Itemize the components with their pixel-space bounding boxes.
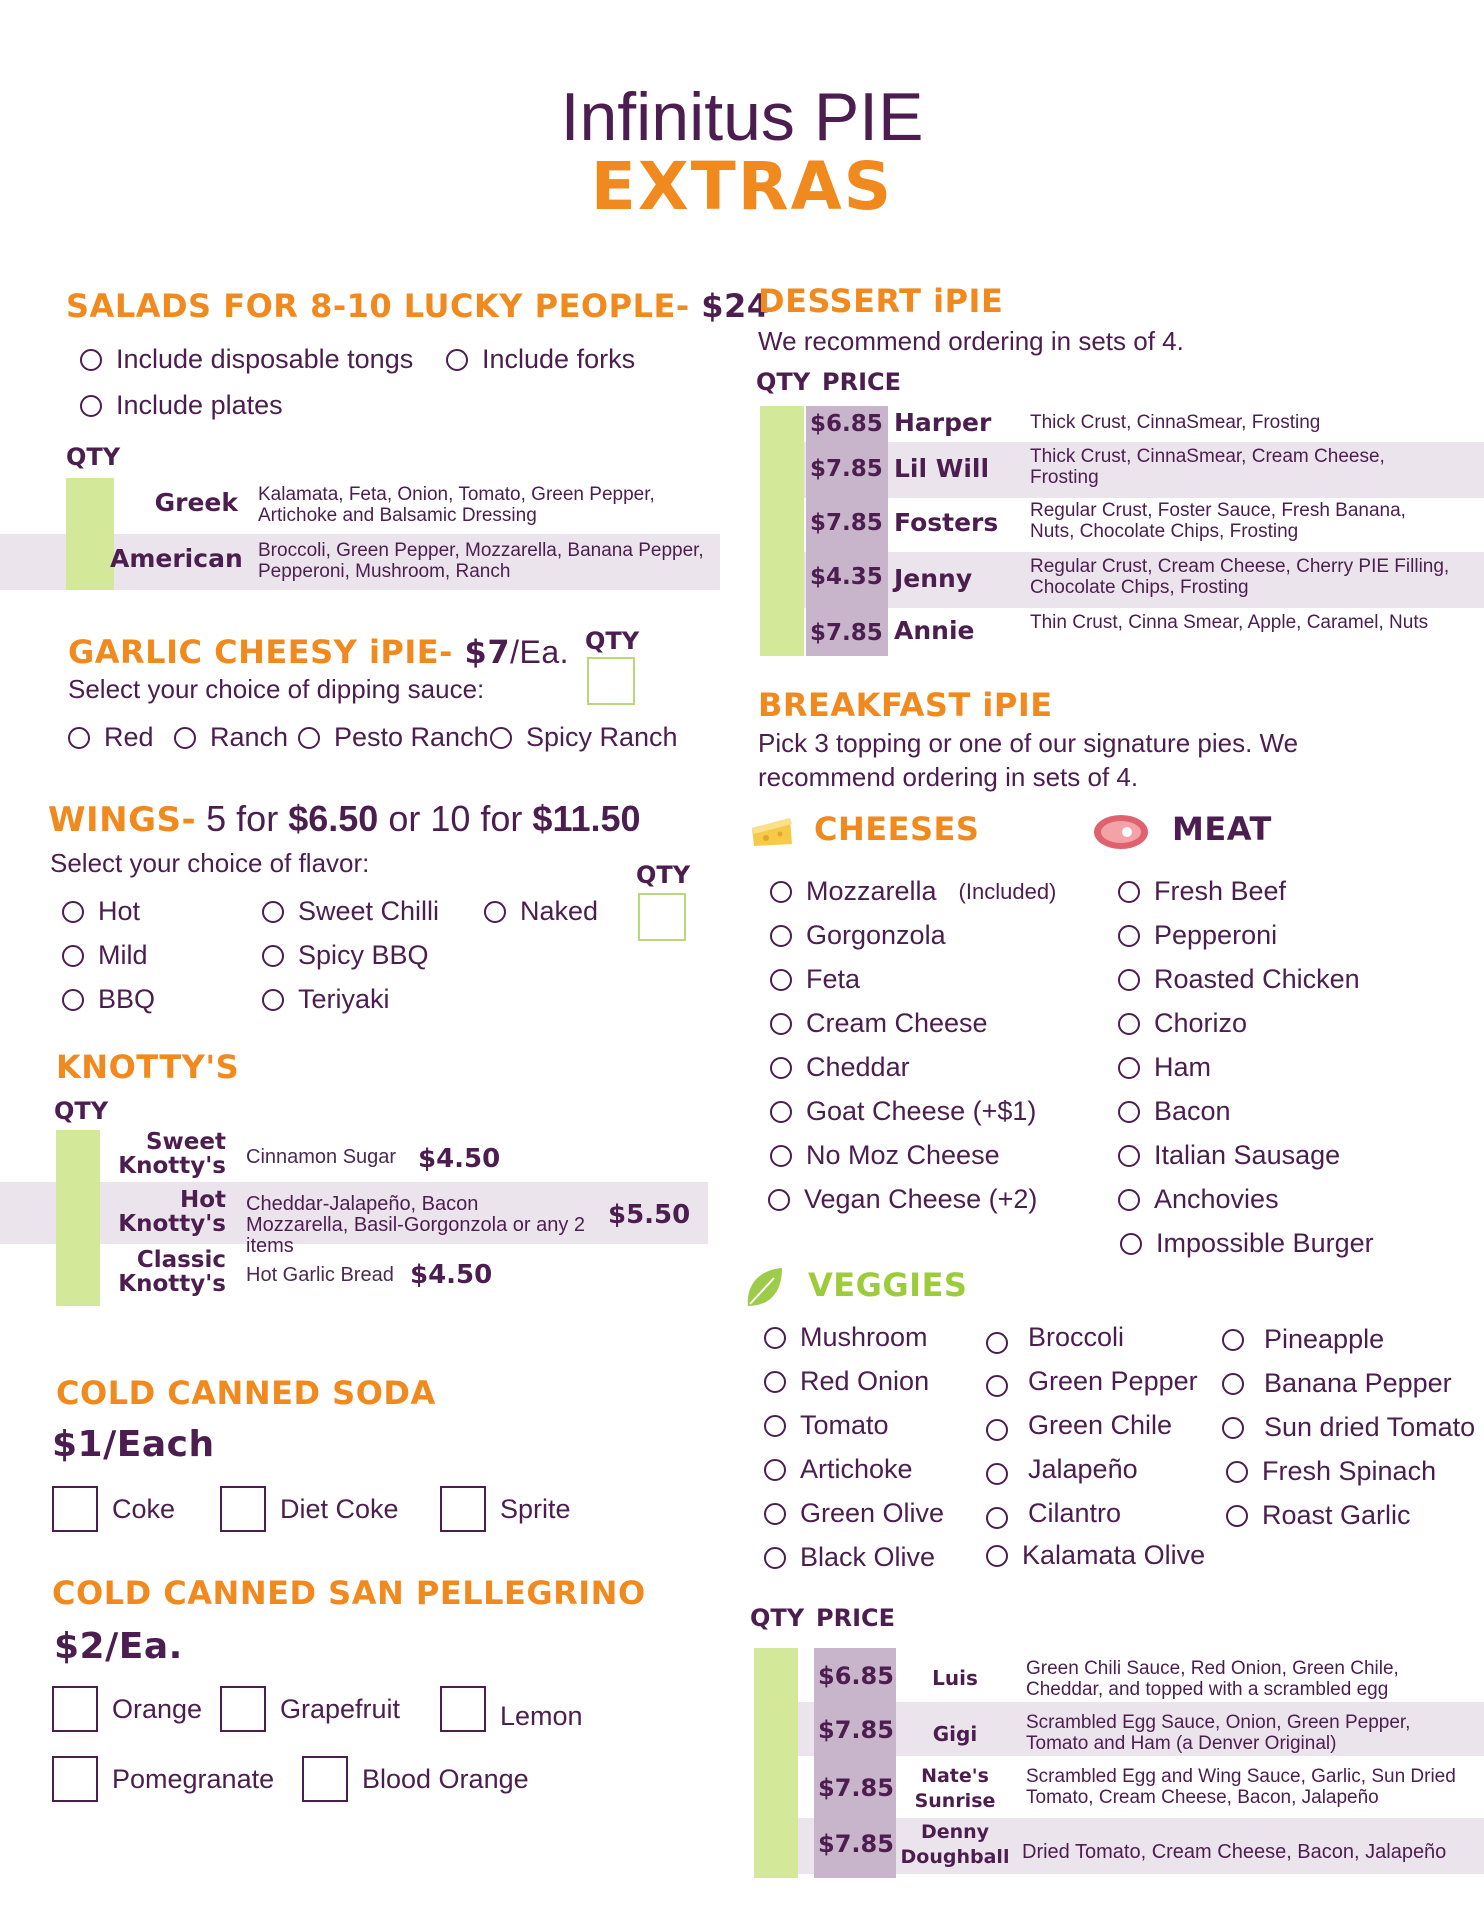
sauce-pesto-ranch[interactable]	[298, 722, 489, 753]
radio-icon[interactable]	[174, 727, 196, 749]
cheese-mozzarella[interactable]	[770, 876, 1056, 907]
dessert-item-desc: Thick Crust, CinnaSmear, Frosting	[1030, 412, 1321, 433]
radio-icon[interactable]	[986, 1507, 1008, 1529]
knottys-qty-label: QTY	[54, 1097, 109, 1125]
garlic-instruction: Select your choice of dipping sauce:	[68, 674, 485, 704]
option-label: Cheddar	[806, 1052, 910, 1082]
meat-anchovies[interactable]	[1118, 1184, 1279, 1215]
salads-qty-label: QTY	[66, 443, 121, 471]
option-label: BBQ	[98, 984, 156, 1014]
pellegrino-pomegranate[interactable]	[52, 1756, 274, 1802]
knotty-name-line2: Knotty's	[118, 1271, 226, 1297]
dessert-item-desc: Regular Crust, Cream Cheese, Cherry PIE Filling, Chocolate Chips, Frosting	[1030, 556, 1450, 598]
signature-desc: Scrambled Egg and Wing Sauce, Garlic, Sun Dried Tomato, Cream Cheese, Bacon, Jalapeño	[1026, 1766, 1456, 1808]
option-label: Ham	[1154, 1052, 1212, 1082]
wings-price-5: $6.50	[288, 798, 379, 839]
soda-diet-coke[interactable]	[220, 1486, 399, 1532]
knotty-name-line2: Knotty's	[118, 1211, 226, 1237]
steak-icon	[1092, 812, 1150, 857]
flavor-naked[interactable]	[484, 896, 598, 927]
option-label: Include disposable tongs	[116, 344, 414, 374]
option-label: Mozzarella	[806, 876, 937, 906]
veggie-banana-pepper[interactable]	[1222, 1368, 1452, 1399]
radio-icon[interactable]	[62, 945, 84, 967]
signature-price: $7.85	[818, 1830, 894, 1858]
option-label: Lemon	[500, 1700, 583, 1731]
soda-coke[interactable]	[52, 1486, 175, 1532]
wings-heading	[48, 798, 641, 840]
dessert-price: $7.85	[810, 620, 883, 646]
checkbox[interactable]	[302, 1756, 348, 1802]
radio-icon[interactable]	[80, 395, 102, 417]
leaf-icon	[744, 1266, 784, 1315]
wings-or: or	[388, 798, 421, 839]
knottys-heading: KNOTTY'S	[56, 1048, 240, 1086]
radio-icon[interactable]	[1222, 1417, 1244, 1439]
option-label: Pepperoni	[1154, 920, 1278, 950]
checkbox[interactable]	[52, 1686, 98, 1732]
option-label: Pomegranate	[112, 1763, 275, 1794]
garlic-qty-label: QTY	[585, 627, 640, 655]
option-label: Naked	[520, 896, 599, 926]
radio-icon[interactable]	[770, 1013, 792, 1035]
salads-price: $24	[701, 287, 770, 325]
option-label: Fresh Beef	[1154, 876, 1287, 906]
radio-icon[interactable]	[68, 727, 90, 749]
knottys-qty-column[interactable]	[56, 1130, 100, 1306]
option-label: Tomato	[800, 1410, 889, 1440]
option-label: Red Onion	[800, 1366, 930, 1396]
salad-item-desc: Kalamata, Feta, Onion, Tomato, Green Pepper, Artichoke and Balsamic Dressing	[258, 484, 655, 526]
dessert-item-name: Fosters	[894, 508, 999, 537]
salads-heading	[66, 287, 770, 325]
radio-icon[interactable]	[770, 1057, 792, 1079]
radio-icon[interactable]	[764, 1415, 786, 1437]
option-label: Chorizo	[1154, 1008, 1248, 1038]
option-label: Banana Pepper	[1264, 1368, 1452, 1398]
knotty-name-line2: Knotty's	[118, 1153, 226, 1179]
option-label: Spicy BBQ	[298, 940, 429, 970]
option-label: Feta	[806, 964, 861, 994]
signature-name	[900, 1764, 1010, 1814]
option-label: Sprite	[500, 1493, 571, 1524]
option-label: Mild	[98, 940, 148, 970]
radio-icon[interactable]	[986, 1419, 1008, 1441]
dessert-note: We recommend ordering in sets of 4.	[758, 326, 1184, 356]
garlic-price: $7	[464, 633, 511, 671]
option-label: Orange	[112, 1693, 203, 1724]
knotty-desc: Cinnamon Sugar	[246, 1146, 397, 1168]
radio-icon[interactable]	[484, 901, 506, 923]
option-label: Green Pepper	[1028, 1366, 1198, 1396]
garlic-heading-text: GARLIC CHEESY iPIE-	[68, 633, 453, 671]
dessert-price: $7.85	[810, 456, 883, 482]
salad-item-name: Greek	[154, 488, 238, 517]
wings-price-10: $11.50	[532, 798, 641, 839]
radio-icon[interactable]	[262, 945, 284, 967]
signature-name: Gigi	[932, 1722, 978, 1746]
option-label: Ranch	[210, 722, 289, 752]
meat-pepperoni[interactable]	[1118, 920, 1277, 951]
meat-fresh-beef[interactable]	[1118, 876, 1286, 907]
cheeses-heading: CHEESES	[814, 810, 980, 848]
radio-icon[interactable]	[1222, 1373, 1244, 1395]
knotty-item-name	[110, 1130, 226, 1178]
option-label: Anchovies	[1154, 1184, 1279, 1214]
veggie-green-pepper[interactable]	[986, 1366, 1198, 1397]
radio-icon[interactable]	[770, 1145, 792, 1167]
option-label: Jalapeño	[1028, 1454, 1138, 1484]
salads-heading-text: SALADS FOR 8-10 LUCKY PEOPLE-	[66, 287, 690, 325]
option-label: No Moz Cheese	[806, 1140, 1000, 1170]
checkbox[interactable]	[220, 1486, 266, 1532]
radio-icon[interactable]	[1118, 969, 1140, 991]
radio-icon[interactable]	[764, 1459, 786, 1481]
dessert-item-name: Annie	[894, 616, 975, 645]
veggie-pineapple[interactable]	[1222, 1324, 1384, 1355]
option-label: Fresh Spinach	[1262, 1456, 1437, 1486]
signature-price: $6.85	[818, 1662, 894, 1690]
option-label: Pesto Ranch	[334, 722, 489, 752]
wings-heading-text: WINGS-	[48, 800, 197, 840]
salads-qty-column[interactable]	[66, 478, 114, 590]
veggie-green-chile[interactable]	[986, 1410, 1172, 1441]
page-title: Infinitus PIE	[560, 79, 924, 155]
option-label: Sweet Chilli	[298, 896, 440, 926]
checkbox[interactable]	[440, 1686, 486, 1732]
radio-icon[interactable]	[770, 881, 792, 903]
option-label: Bacon	[1154, 1096, 1231, 1126]
radio-icon[interactable]	[1118, 1101, 1140, 1123]
signature-price: $7.85	[818, 1716, 894, 1744]
radio-icon[interactable]	[770, 1101, 792, 1123]
veggie-sun-dried-tomato[interactable]	[1222, 1412, 1475, 1443]
pellegrino-price: $2/Ea.	[54, 1626, 183, 1667]
signature-name-line1: Denny	[920, 1821, 990, 1843]
option-label: Kalamata Olive	[1022, 1540, 1206, 1570]
wings-qty-label: QTY	[636, 861, 691, 889]
dessert-item-name: Jenny	[894, 564, 973, 593]
radio-icon[interactable]	[770, 969, 792, 991]
soda-price: $1/Each	[52, 1424, 215, 1465]
pellegrino-blood-orange[interactable]	[302, 1756, 529, 1802]
pellegrino-orange[interactable]	[52, 1686, 202, 1732]
option-forks[interactable]	[446, 344, 635, 375]
wings-qty-box[interactable]	[638, 893, 686, 941]
radio-icon[interactable]	[986, 1545, 1008, 1567]
dessert-price: $7.85	[810, 510, 883, 536]
radio-icon[interactable]	[764, 1503, 786, 1525]
radio-icon[interactable]	[446, 349, 468, 371]
veggie-mushroom[interactable]	[764, 1322, 928, 1353]
veggie-green-olive[interactable]	[764, 1498, 944, 1529]
radio-icon[interactable]	[764, 1371, 786, 1393]
flavor-bbq[interactable]	[62, 984, 155, 1015]
flavor-hot[interactable]	[62, 896, 140, 927]
dessert-price: $4.35	[810, 564, 883, 590]
veggie-red-onion[interactable]	[764, 1366, 929, 1397]
dessert-qty-column[interactable]	[760, 406, 804, 656]
veggie-fresh-spinach[interactable]	[1226, 1456, 1436, 1487]
checkbox[interactable]	[52, 1486, 98, 1532]
radio-icon[interactable]	[262, 989, 284, 1011]
option-label: Red	[104, 722, 154, 752]
flavor-sweet-chilli[interactable]	[262, 896, 439, 927]
radio-icon[interactable]	[1118, 925, 1140, 947]
checkbox[interactable]	[440, 1486, 486, 1532]
breakfast-note-line2: recommend ordering in sets of 4.	[758, 762, 1139, 792]
radio-icon[interactable]	[1118, 1013, 1140, 1035]
radio-icon[interactable]	[262, 901, 284, 923]
option-label: Impossible Burger	[1156, 1228, 1374, 1258]
radio-icon[interactable]	[1226, 1505, 1248, 1527]
knotty-desc: Hot Garlic Bread	[246, 1264, 394, 1286]
radio-icon[interactable]	[1120, 1233, 1142, 1255]
veggie-jalapeno[interactable]	[986, 1454, 1138, 1485]
soda-heading: COLD CANNED SODA	[56, 1374, 436, 1412]
option-label: Teriyaki	[298, 984, 390, 1014]
veggie-artichoke[interactable]	[764, 1454, 913, 1485]
radio-icon[interactable]	[770, 925, 792, 947]
veggie-black-olive[interactable]	[764, 1542, 935, 1573]
garlic-heading	[68, 633, 569, 671]
veggie-roast-garlic[interactable]	[1226, 1500, 1411, 1531]
option-label: Diet Coke	[280, 1493, 399, 1524]
option-label: Spicy Ranch	[526, 722, 678, 752]
option-label: Artichoke	[800, 1454, 913, 1484]
checkbox[interactable]	[220, 1686, 266, 1732]
breakfast-note-line1: Pick 3 topping or one of our signature pies. We	[758, 728, 1299, 758]
radio-icon[interactable]	[1226, 1461, 1248, 1483]
cheese-gorgonzola[interactable]	[770, 920, 946, 951]
flavor-spicy-bbq[interactable]	[262, 940, 429, 971]
signature-name-line2: Sunrise	[914, 1790, 996, 1812]
dessert-item-name: Harper	[894, 408, 992, 437]
veggie-cilantro[interactable]	[986, 1498, 1121, 1529]
knotty-desc: Cheddar-Jalapeño, Bacon Mozzarella, Basil-Gorgonzola or any 2 items	[246, 1193, 586, 1257]
signature-name-line2: Doughball	[900, 1846, 1010, 1868]
signature-name-line1: Nate's	[921, 1765, 989, 1787]
dessert-qty-label: QTY	[756, 368, 811, 396]
signature-desc: Dried Tomato, Cream Cheese, Bacon, Jalapeño	[1022, 1841, 1447, 1863]
option-label: Mushroom	[800, 1322, 928, 1352]
knotty-name-line1: Sweet	[145, 1129, 226, 1155]
option-label: Roast Garlic	[1262, 1500, 1411, 1530]
option-label: Coke	[112, 1493, 176, 1524]
meat-impossible-burger[interactable]	[1120, 1228, 1374, 1259]
page-subtitle: EXTRAS	[590, 148, 894, 225]
radio-icon[interactable]	[298, 727, 320, 749]
option-label: Pineapple	[1264, 1324, 1385, 1354]
radio-icon[interactable]	[1118, 1145, 1140, 1167]
knotty-price: $5.50	[608, 1200, 691, 1230]
option-label: Include plates	[116, 390, 283, 420]
soda-sprite[interactable]	[440, 1486, 571, 1532]
option-label: Include forks	[482, 344, 636, 374]
dessert-heading: DESSERT iPIE	[758, 282, 1004, 320]
option-label: Green Olive	[800, 1498, 945, 1528]
meat-heading: MEAT	[1172, 810, 1272, 848]
option-label: Cilantro	[1028, 1498, 1122, 1528]
signature-name: Luis	[932, 1666, 978, 1690]
option-label: Blood Orange	[362, 1763, 529, 1794]
meat-chorizo[interactable]	[1118, 1008, 1247, 1039]
meat-ham[interactable]	[1118, 1052, 1211, 1083]
radio-icon[interactable]	[80, 349, 102, 371]
cheese-cream-cheese[interactable]	[770, 1008, 988, 1039]
dessert-item-name: Lil Will	[894, 454, 990, 483]
checkbox[interactable]	[52, 1756, 98, 1802]
veggies-heading: VEGGIES	[808, 1266, 968, 1304]
knotty-price: $4.50	[410, 1260, 493, 1290]
dessert-price-label: PRICE	[822, 368, 902, 396]
option-label: Vegan Cheese (+2)	[804, 1184, 1038, 1214]
meat-italian-sausage[interactable]	[1118, 1140, 1340, 1171]
cheese-icon	[750, 814, 794, 853]
dessert-price: $6.85	[810, 411, 883, 437]
breakfast-qty-label: QTY	[750, 1604, 805, 1632]
cheese-no-moz[interactable]	[770, 1140, 1000, 1171]
knotty-price: $4.50	[418, 1144, 501, 1174]
radio-icon[interactable]	[768, 1189, 790, 1211]
sauce-spicy-ranch[interactable]	[490, 722, 678, 753]
veggie-broccoli[interactable]	[986, 1320, 1124, 1354]
cheese-vegan[interactable]	[768, 1184, 1037, 1215]
option-label: Broccoli	[1028, 1321, 1125, 1352]
option-label: Goat Cheese (+$1)	[806, 1096, 1037, 1126]
cheese-cheddar[interactable]	[770, 1052, 910, 1083]
flavor-mild[interactable]	[62, 940, 148, 971]
radio-icon[interactable]	[986, 1332, 1008, 1354]
option-tongs[interactable]	[80, 344, 413, 375]
option-label: Gorgonzola	[806, 920, 946, 950]
radio-icon[interactable]	[490, 727, 512, 749]
salad-item-name: American	[110, 544, 243, 573]
option-label: Cream Cheese	[806, 1008, 988, 1038]
garlic-unit: /Ea.	[510, 634, 569, 670]
wings-offer-5: 5 for	[206, 798, 279, 839]
salad-item-desc: Broccoli, Green Pepper, Mozzarella, Banana Pepper, Pepperoni, Mushroom, Ranch	[258, 540, 704, 582]
option-label: Black Olive	[800, 1542, 936, 1572]
included-note: (Included)	[958, 878, 1057, 904]
radio-icon[interactable]	[986, 1463, 1008, 1485]
flavor-teriyaki[interactable]	[262, 984, 390, 1015]
dessert-item-desc: Regular Crust, Foster Sauce, Fresh Banana, Nuts, Chocolate Chips, Frosting	[1030, 500, 1406, 542]
wings-instruction: Select your choice of flavor:	[50, 848, 370, 878]
signature-desc: Scrambled Egg Sauce, Onion, Green Pepper, Tomato and Ham (a Denver Original)	[1026, 1712, 1411, 1754]
meat-bacon[interactable]	[1118, 1096, 1231, 1127]
radio-icon[interactable]	[764, 1547, 786, 1569]
knotty-name-line1: Hot	[179, 1187, 226, 1213]
garlic-qty-box[interactable]	[587, 657, 635, 705]
radio-icon[interactable]	[62, 989, 84, 1011]
dessert-item-desc: Thick Crust, CinnaSmear, Cream Cheese, Frosting	[1030, 446, 1385, 488]
radio-icon[interactable]	[764, 1327, 786, 1349]
meat-roasted-chicken[interactable]	[1118, 964, 1360, 995]
pellegrino-lemon[interactable]	[440, 1686, 583, 1732]
option-plates[interactable]	[80, 390, 283, 421]
radio-icon[interactable]	[1118, 881, 1140, 903]
knotty-item-name	[110, 1248, 226, 1296]
pellegrino-grapefruit[interactable]	[220, 1686, 400, 1732]
cheese-goat[interactable]	[770, 1096, 1036, 1127]
signature-desc: Green Chili Sauce, Red Onion, Green Chile, Cheddar, and topped with a scrambled egg	[1026, 1658, 1399, 1700]
sauce-red[interactable]	[68, 722, 154, 753]
knotty-name-line1: Classic	[136, 1247, 226, 1273]
radio-icon[interactable]	[1222, 1329, 1244, 1351]
radio-icon[interactable]	[986, 1375, 1008, 1397]
veggie-tomato[interactable]	[764, 1410, 889, 1441]
option-label: Roasted Chicken	[1154, 964, 1360, 994]
pellegrino-heading: COLD CANNED SAN PELLEGRINO	[52, 1574, 646, 1612]
radio-icon[interactable]	[1118, 1189, 1140, 1211]
option-label: Grapefruit	[280, 1693, 401, 1724]
sauce-ranch[interactable]	[174, 722, 288, 753]
cheese-feta[interactable]	[770, 964, 860, 995]
breakfast-heading: BREAKFAST iPIE	[758, 686, 1053, 724]
option-label: Sun dried Tomato	[1264, 1412, 1476, 1442]
dessert-item-desc: Thin Crust, Cinna Smear, Apple, Caramel, Nuts	[1030, 612, 1429, 633]
option-label: Italian Sausage	[1154, 1140, 1341, 1170]
radio-icon[interactable]	[1118, 1057, 1140, 1079]
option-label: Green Chile	[1028, 1410, 1173, 1440]
signature-price: $7.85	[818, 1774, 894, 1802]
signature-name	[896, 1820, 1014, 1870]
breakfast-qty-column[interactable]	[754, 1648, 798, 1878]
option-label: Hot	[98, 896, 141, 926]
wings-offer-10: 10 for	[430, 798, 523, 839]
knotty-item-name	[110, 1188, 226, 1236]
radio-icon[interactable]	[62, 901, 84, 923]
veggie-kalamata-olive[interactable]	[986, 1540, 1205, 1571]
breakfast-price-label: PRICE	[816, 1604, 896, 1632]
